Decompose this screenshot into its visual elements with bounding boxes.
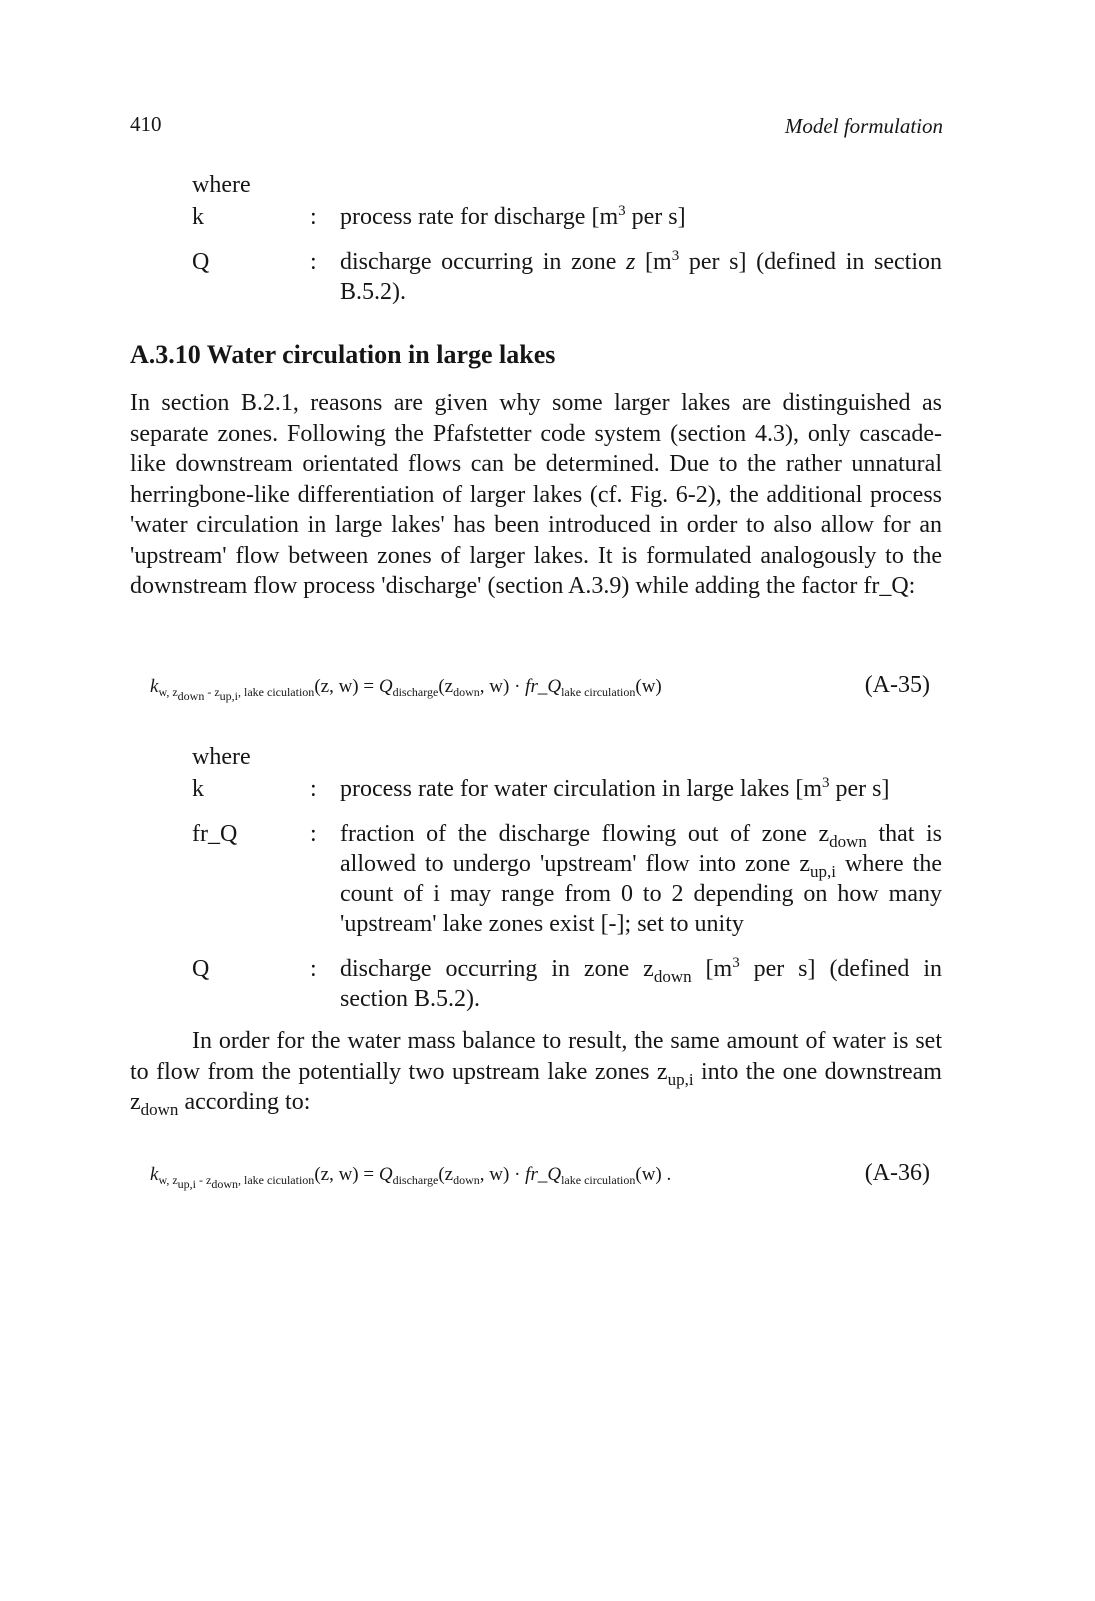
equation-a36-body: $k_{w, z_{up,i} - z_{down}, lake ciculation}(z$, $w) = Q_{discharge}(z_{down}$, $w) \cdot fr\_Q_{lake circulation}(w)$ .: [150, 1164, 672, 1191]
definition-fr-q: [192, 819, 942, 939]
definition-k: [192, 774, 942, 804]
colon: :: [310, 204, 317, 230]
balance-paragraph: In order for the water mass balance to result, the same amount of water is set to flow from the potentially two upstream lake zones $z_{up,i}$ into the one downstream $z_{down}$ according to:: [130, 1028, 942, 1119]
definition-k-text: process rate for discharge [$m^3$ per s]: [340, 203, 686, 230]
where-label: where: [192, 172, 251, 198]
body-paragraph: In section B.2.1, reasons are given why some larger lakes are distinguished as separate zones. Following the Pfafstetter code system (section 4.3), only cascade-like downstream orientated flows can be determined. Due to the rather unnatural herringbone-like differentiation of larger lakes (cf. Fig. 6-2), the additional process 'water circulation in large lakes' has been introduced in order to also allow for an 'upstream' flow between zones of larger lakes. It is formulated analogously to the downstream flow process 'discharge' (section A.3.9) while adding the factor fr_Q:: [130, 390, 942, 599]
definition-k-text: process rate for water circulation in large lakes [$m^3$ per s]: [340, 775, 890, 802]
term-fr-q: fr_Q: [192, 821, 238, 847]
colon: :: [310, 821, 317, 847]
equation-a35: [150, 672, 930, 704]
colon: :: [310, 776, 317, 802]
definition-q-text: discharge occurring in zone z [$m^3$ per s] (defined in section B.5.2).: [340, 248, 942, 305]
term-q: Q: [192, 956, 210, 982]
colon: :: [310, 249, 317, 275]
equation-number: (A-35): [864, 672, 930, 698]
colon: :: [310, 956, 317, 982]
equation-a36: [150, 1160, 930, 1192]
where-label: where: [192, 744, 251, 770]
running-title: Model formulation: [784, 114, 943, 138]
equation-a35-body: $k_{w, z_{down} - z_{up,i}, lake ciculation}(z$, $w) = Q_{discharge}(z_{down}$, $w) \cdot fr\_Q_{lake circulation}(w)$: [150, 676, 662, 703]
definition-fr-q-text: fraction of the discharge flowing out of zone $z_{down}$ that is allowed to undergo 'upstream' flow into zone $z_{up,i}$ where the count of i may range from 0 to 2 depending on how many 'upstream' lake zones exist [-]; set to unity: [340, 821, 942, 937]
definition-q-text: discharge occurring in zone $z_{down}$ [$m^3$ per s] (defined in section B.5.2).: [340, 955, 942, 1012]
page-number: 410: [130, 112, 162, 136]
definition-q: [192, 247, 942, 307]
definition-list: [192, 774, 942, 1014]
equation-number: (A-36): [864, 1160, 930, 1186]
definition-k: [192, 202, 942, 232]
term-q: Q: [192, 249, 210, 275]
term-k: k: [192, 776, 204, 802]
term-k: k: [192, 204, 204, 230]
definition-q: [192, 954, 942, 1014]
definition-list: [192, 202, 942, 307]
section-heading: A.3.10 Water circulation in large lakes: [130, 340, 556, 369]
